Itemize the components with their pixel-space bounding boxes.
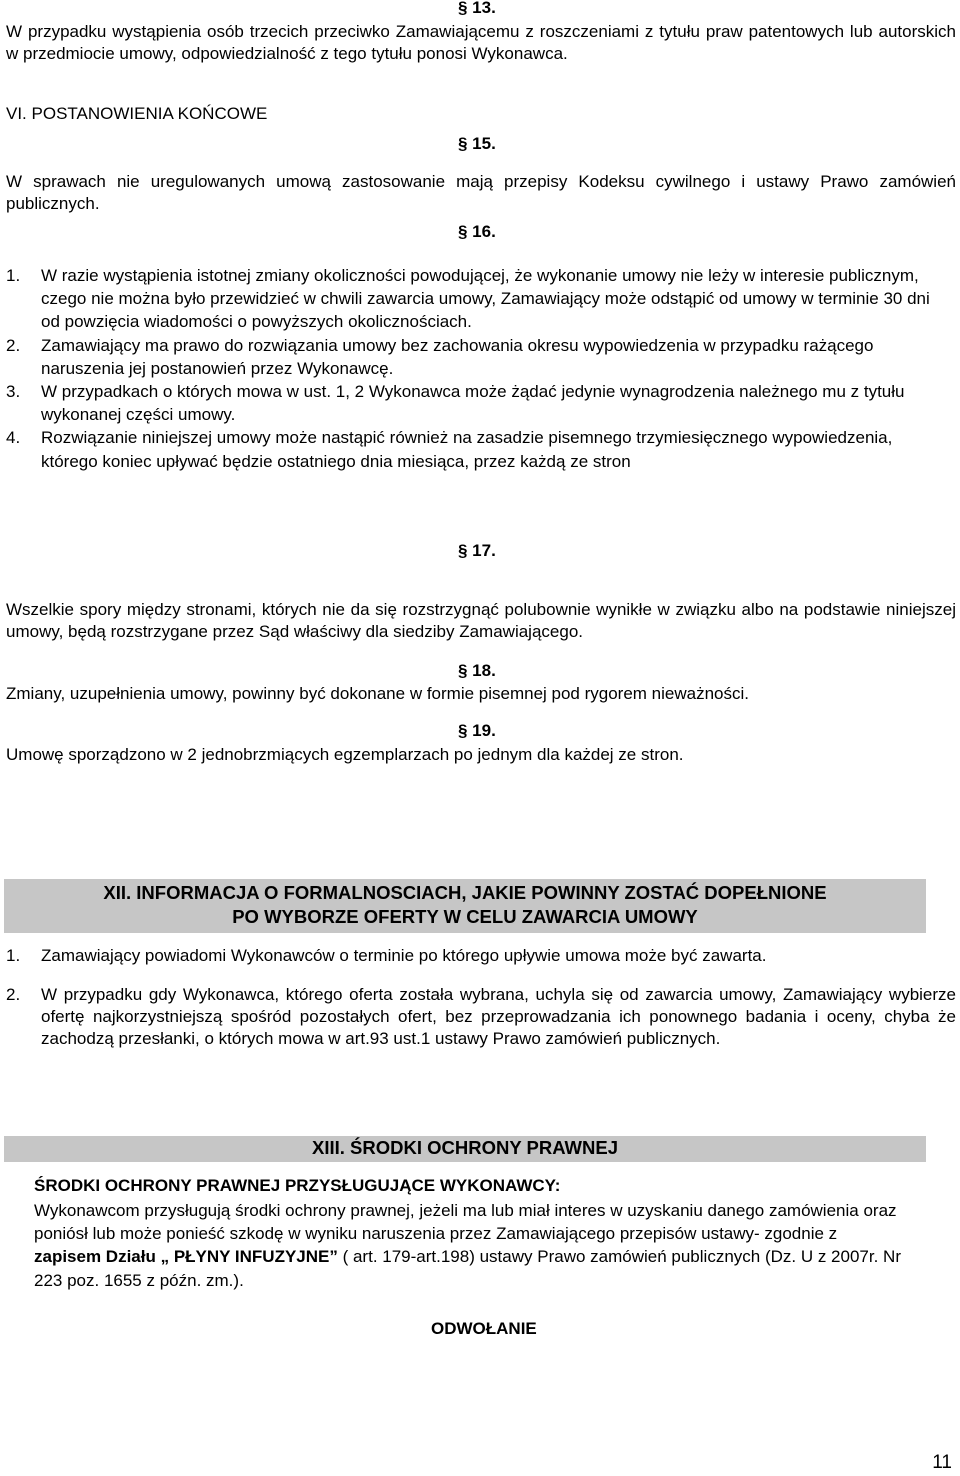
section-17-text: Wszelkie spory między stronami, których nie da się rozstrzygnąć polubownie wynikłe w związku albo na podstawie niniejszej umowy, będą rozstrzygane przez Sąd właściwy dla siedziby Zamawiającego. xyxy=(6,600,956,641)
list-item-text: Zamawiający powiadomi Wykonawców o terminie po którego upływie umowa może być zawarta. xyxy=(41,946,767,965)
list-item-number: 4. xyxy=(6,428,21,448)
section-xii-title-line1: XII. INFORMACJA O FORMALNOSCIACH, JAKIE POWINNY ZOSTAĆ DOPEŁNIONE xyxy=(103,882,827,903)
list-item xyxy=(6,380,941,426)
list-item-number: 2. xyxy=(6,335,21,355)
section-19-text: Umowę sporządzono w 2 jednobrzmiących egzemplarzach po jednym dla każdej ze stron. xyxy=(6,745,684,764)
list-item-number: 1. xyxy=(6,946,21,965)
section-xiii-subheading: ŚRODKI OCHRONY PRAWNEJ PRZYSŁUGUJĄCE WYKONAWCY: xyxy=(34,1176,561,1195)
section-xii-list xyxy=(6,945,956,1050)
section-xii-banner xyxy=(4,879,926,933)
section-vi-title: VI. POSTANOWIENIA KOŃCOWE xyxy=(6,104,268,123)
list-item xyxy=(6,334,941,380)
section-xiii-text-part2: ( art. 179-art.198) ustawy Prawo zamówień publicznych (Dz. U z 2007r. Nr 223 poz. 1655 z późn. zm.). xyxy=(34,1247,901,1290)
odwolanie-heading: ODWOŁANIE xyxy=(431,1319,537,1338)
list-item-text: W przypadku gdy Wykonawca, którego oferta została wybrana, uchyla się od zawarcia umowy, Zamawiający wybierze ofertę najkorzystniejszą spośród pozostałych ofert, bez przeprowadzania ich ponownego badania i oceny, chyba że zachodzą przesłanki, o których mowa w art.93 ust.1 ustawy Prawo zamówień publicznych. xyxy=(41,985,956,1048)
section-xiii-text-part1: Wykonawcom przysługują środki ochrony prawnej, jeżeli ma lub miał interes w uzyskaniu danego zamówienia oraz poniósł lub może ponieść szkodę w wyniku naruszenia przez Zamawiającego przepisów ustawy- zgodnie z xyxy=(34,1201,897,1244)
list-item-text: W przypadkach o których mowa w ust. 1, 2 Wykonawca może żądać jedynie wynagrodzenia należnego mu z tytułu wykonanej części umowy. xyxy=(41,382,905,425)
list-item-text: Rozwiązanie niniejszej umowy może nastąpić również na zasadzie pisemnego trzymiesięcznego wypowiedzenia, którego koniec upływać będzie ostatniego dnia miesiąca, przez każdą ze stron xyxy=(41,428,893,471)
list-item xyxy=(6,426,941,472)
section-xiii-banner xyxy=(4,1136,926,1162)
section-15-text: W sprawach nie uregulowanych umową zastosowanie mają przepisy Kodeksu cywilnego i ustawy Prawo zamówień publicznych. xyxy=(6,172,956,213)
section-13-text: W przypadku wystąpienia osób trzecich przeciwko Zamawiającemu z roszczeniami z tytułu praw patentowych lub autorskich w przedmiocie umowy, odpowiedzialność z tego tytułu ponosi Wykonawca. xyxy=(6,22,956,63)
page-number: 11 xyxy=(932,1452,952,1473)
list-item-text: W razie wystąpienia istotnej zmiany okoliczności powodującej, że wykonanie umowy nie leży w interesie publicznym, czego nie można było przewidzieć w chwili zawarcia umowy, Zamawiający może odstąpić od umowy w terminie 30 dni od powzięcia wiadomości o powyższych okolicznościach. xyxy=(41,266,930,332)
section-xiii-title: XIII. ŚRODKI OCHRONY PRAWNEJ xyxy=(312,1137,618,1158)
list-item-number: 1. xyxy=(6,266,21,285)
section-13-mark: § 13. xyxy=(458,0,496,17)
section-17-mark: § 17. xyxy=(458,541,496,560)
section-15-mark: § 15. xyxy=(458,134,496,153)
list-item xyxy=(6,264,941,334)
section-16-mark: § 16. xyxy=(458,222,496,241)
section-xiii-text xyxy=(34,1199,904,1292)
list-item-number: 3. xyxy=(6,382,21,402)
list-item-text: Zamawiający ma prawo do rozwiązania umowy bez zachowania okresu wypowiedzenia w przypadku rażącego naruszenia jej postanowień przez Wykonawcę. xyxy=(41,335,874,378)
section-16-list xyxy=(6,264,941,473)
section-18-mark: § 18. xyxy=(458,661,496,680)
section-xii-title-line2: PO WYBORZE OFERTY W CELU ZAWARCIA UMOWY xyxy=(232,906,698,927)
list-item xyxy=(6,984,956,1050)
list-item-number: 2. xyxy=(6,985,21,1004)
section-18-text: Zmiany, uzupełnienia umowy, powinny być dokonane w formie pisemnej pod rygorem nieważności. xyxy=(6,684,750,703)
section-19-mark: § 19. xyxy=(458,721,496,740)
section-xiii-text-bold: zapisem Działu „ PŁYNY INFUZYJNE” xyxy=(34,1247,338,1267)
list-item xyxy=(6,945,956,967)
